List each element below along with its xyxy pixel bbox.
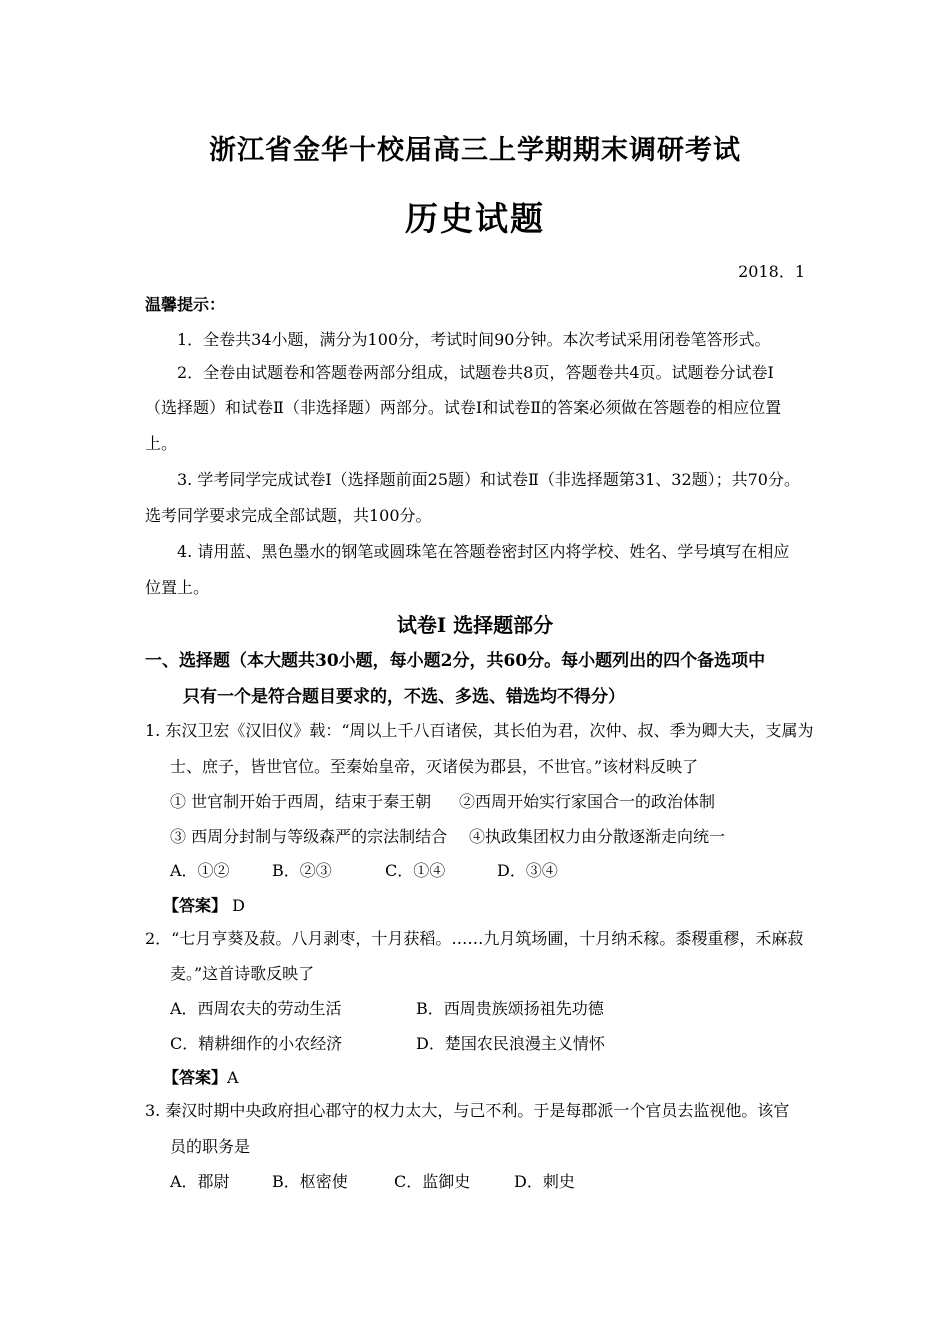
notice-item-2-line-2: （选择题）和试卷Ⅱ（非选择题）两部分。试卷Ⅰ和试卷Ⅱ的答案必须做在答题卷的相应位置 [145, 398, 782, 417]
q1-answer [163, 895, 245, 917]
q2-stem-line-1: 2．“七月亨葵及菽。八月剥枣，十月获稻。……九月筑场圃，十月纳禾稼。黍稷重穋，禾麻菽 [145, 929, 804, 948]
q1-answer-label: 【答案】 [163, 896, 228, 915]
notice-item-1: 1．全卷共34小题，满分为100分，考试时间90分钟。本次考试采用闭卷笔答形式。 [177, 330, 771, 349]
q1-answer-value: D [232, 896, 245, 915]
q1-statement-3: ③ 西周分封制与等级森严的宗法制结合 [170, 827, 448, 846]
q3-option-c: C．监御史 [394, 1172, 471, 1191]
q2-stem-line-2: 麦。”这首诗歌反映了 [170, 964, 315, 983]
q2-answer-value: A [227, 1068, 239, 1087]
section-heading-line-2: 只有一个是符合题目要求的，不选、多选、错选均不得分） [183, 687, 625, 707]
q2-answer-label: 【答案】 [163, 1068, 228, 1087]
q1-statement-2: ②西周开始实行家国合一的政治体制 [459, 792, 716, 811]
q2-option-b: B．西周贵族颂扬祖先功德 [416, 999, 604, 1018]
q1-statement-4: ④执政集团权力由分散逐渐走向统一 [469, 827, 726, 846]
q1-option-d: D．③④ [497, 861, 558, 880]
q1-option-a: A．①② [170, 861, 230, 880]
q3-stem-line-2: 员的职务是 [170, 1137, 251, 1156]
q1-option-b: B．②③ [272, 861, 332, 880]
q2-answer [163, 1067, 239, 1089]
q3-option-a: A．郡尉 [170, 1172, 230, 1191]
exam-date: 2018．1 [738, 262, 805, 281]
q3-stem-line-1: 3. 秦汉时期中央政府担心郡守的权力太大，与己不利。于是每郡派一个官员去监视他。该官 [145, 1101, 790, 1120]
notice-item-4-line-1: 4. 请用蓝、黑色墨水的钢笔或圆珠笔在答题卷密封区内将学校、姓名、学号填写在相应 [177, 542, 790, 561]
q2-option-c: C．精耕细作的小农经济 [170, 1034, 343, 1053]
notice-item-2-line-1: 2．全卷由试题卷和答题卷两部分组成，试题卷共8页，答题卷共4页。试题卷分试卷Ⅰ [177, 363, 774, 382]
q3-option-d: D．刺史 [514, 1172, 575, 1191]
subject-title: 历史试题 [405, 199, 545, 238]
q1-stem-line-2: 士、庶子，皆世官位。至秦始皇帝，灭诸侯为郡县，不世官。”该材料反映了 [170, 757, 699, 776]
q1-stem-line-1: 1. 东汉卫宏《汉旧仪》载：“周以上千八百诸侯，其长伯为君，次仲、叔、季为卿大夫，支属为 [145, 721, 814, 740]
section-title: 试卷Ⅰ 选择题部分 [396, 613, 554, 637]
q3-option-b: B．枢密使 [272, 1172, 348, 1191]
exam-title: 浙江省金华十校届高三上学期期末调研考试 [209, 135, 741, 166]
notice-item-3-line-1: 3. 学考同学完成试卷Ⅰ（选择题前面25题）和试卷Ⅱ（非选择题第31、32题）；共70分。 [177, 470, 800, 489]
notice-heading: 温馨提示： [145, 295, 226, 314]
q1-option-c: C．①④ [385, 861, 446, 880]
q2-option-a: A．西周农夫的劳动生活 [170, 999, 342, 1018]
q1-statement-1: ① 世官制开始于西周，结束于秦王朝 [170, 792, 432, 811]
q2-option-d: D．楚国农民浪漫主义情怀 [416, 1034, 605, 1053]
notice-item-3-line-2: 选考同学要求完成全部试题，共100分。 [145, 506, 432, 525]
section-heading-line-1: 一、选择题（本大题共30小题，每小题2分，共60分。每小题列出的四个备选项中 [145, 651, 766, 671]
notice-item-2-line-3: 上。 [145, 434, 178, 453]
notice-item-4-line-2: 位置上。 [145, 578, 210, 597]
